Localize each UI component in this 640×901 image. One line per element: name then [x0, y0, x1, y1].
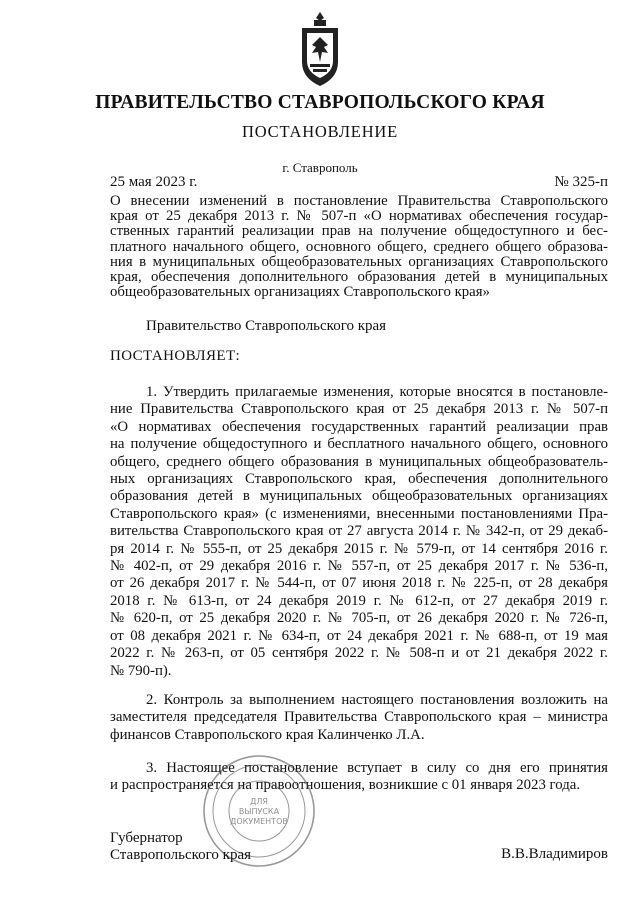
stamp-text: ДОКУМЕНТОВ	[230, 817, 288, 826]
paragraph-line: от 08 декабря 2021 г. № 634-п, от 24 декабря 2021 г. № 688-п, от 19 мая	[110, 627, 608, 644]
resolves-heading: ПОСТАНОВЛЯЕТ:	[110, 348, 241, 364]
paragraph-line: 2. Контроль за выполнением настоящего постановления возложить на	[146, 692, 608, 708]
paragraph-line: и распространяется на правоотношения, возникшие с 01 января 2023 года.	[110, 777, 581, 794]
signatory-name: В.В.Владимиров	[501, 846, 608, 862]
paragraph-2	[110, 692, 608, 744]
signatory-title-line: Губернатор	[110, 830, 183, 846]
paragraph-line: ря 2014 г. № 555-п, от 25 декабря 2015 г. № 579-п, от 14 сентября 2016 г.	[110, 540, 608, 557]
paragraph-line: заместителя председателя Правительства Ставропольского края – министра	[110, 709, 608, 726]
subject-line: края от 25 декабря 2013 г. № 507-п «О нормативах обеспечения государ-	[110, 208, 608, 225]
subject-line: общеобразовательных организациях Ставропольского края»	[110, 284, 490, 301]
coat-of-arms-icon	[296, 10, 344, 88]
paragraph-line: 2018 г. № 613-п, от 24 декабря 2019 г. № 612-п, от 27 декабря 2019 г.	[110, 592, 608, 609]
issuing-body: Правительство Ставропольского края	[146, 318, 387, 334]
paragraph-1	[110, 384, 608, 680]
subject-block	[110, 194, 608, 300]
paragraph-line: Ставропольского края» (с изменениями, внесенными постановлениями Пра-	[110, 505, 608, 522]
signatory-title-line: Ставропольского края	[110, 847, 251, 863]
paragraph-line: финансов Ставропольского края Калинченко Л.А.	[110, 726, 425, 743]
paragraph-3	[110, 760, 608, 795]
paragraph-line: № 790-п).	[110, 662, 172, 679]
paragraph-line: 2022 г. № 263-п, от 05 сентября 2022 г. № 508-п и от 21 декабря 2022 г.	[110, 645, 608, 662]
paragraph-line: 1. Утвердить прилагаемые изменения, которые вносятся в постановле-	[146, 384, 608, 400]
document-type: ПОСТАНОВЛЕНИЕ	[242, 122, 398, 141]
signatory-title	[110, 830, 251, 864]
subject-line: О внесении изменений в постановление Правительства Ставропольского	[110, 193, 608, 209]
document-number: № 325-п	[554, 174, 608, 190]
paragraph-line: ных организациях Ставропольского края, обеспечения дополнительного	[110, 471, 608, 488]
paragraph-line: от 26 декабря 2017 г. № 544-п, от 07 июня 2018 г. № 225-п, от 28 декабря	[110, 575, 608, 592]
paragraph-line: ние Правительства Ставропольского края от 25 декабря 2013 г. № 507-п	[110, 401, 608, 418]
subject-line: платного начального общего, основного общего, среднего общего образова-	[110, 238, 608, 255]
paragraph-line: образования детей в муниципальных общеобразовательных организациях	[110, 488, 608, 505]
paragraph-line: общего, среднего общего образования в муниципальных общеобразователь-	[110, 453, 608, 470]
government-title: ПРАВИТЕЛЬСТВО СТАВРОПОЛЬСКОГО КРАЯ	[95, 92, 545, 113]
subject-line: ственных гарантий реализации прав на получение общедоступного и бес-	[110, 223, 608, 240]
paragraph-line: 3. Настоящее постановление вступает в силу со дня его принятия	[146, 760, 608, 776]
paragraph-line: вительства Ставропольского края от 27 августа 2014 г. № 342-п, от 29 декаб-	[110, 523, 608, 540]
city: г. Ставрополь	[282, 160, 358, 175]
document-date: 25 мая 2023 г.	[110, 174, 198, 190]
stamp-text: ДЛЯ	[250, 797, 268, 806]
paragraph-line: на получение общедоступного и бесплатного начального общего, основного	[110, 436, 608, 453]
paragraph-line: «О нормативах обеспечения государственных гарантий реализации прав	[110, 418, 608, 435]
paragraph-line: № 620-п, от 25 декабря 2020 г. № 705-п, от 26 декабря 2020 г. № 726-п,	[110, 610, 608, 627]
subject-line: края, обеспечения дополнительного образования детей в муниципальных	[110, 269, 608, 286]
subject-line: ния в муниципальных общеобразовательных организациях Ставропольского	[110, 253, 608, 270]
paragraph-line: № 402-п, от 29 декабря 2016 г. № 557-п, от 25 декабря 2017 г. № 536-п,	[110, 558, 608, 575]
stamp-text: ВЫПУСКА	[238, 807, 280, 816]
